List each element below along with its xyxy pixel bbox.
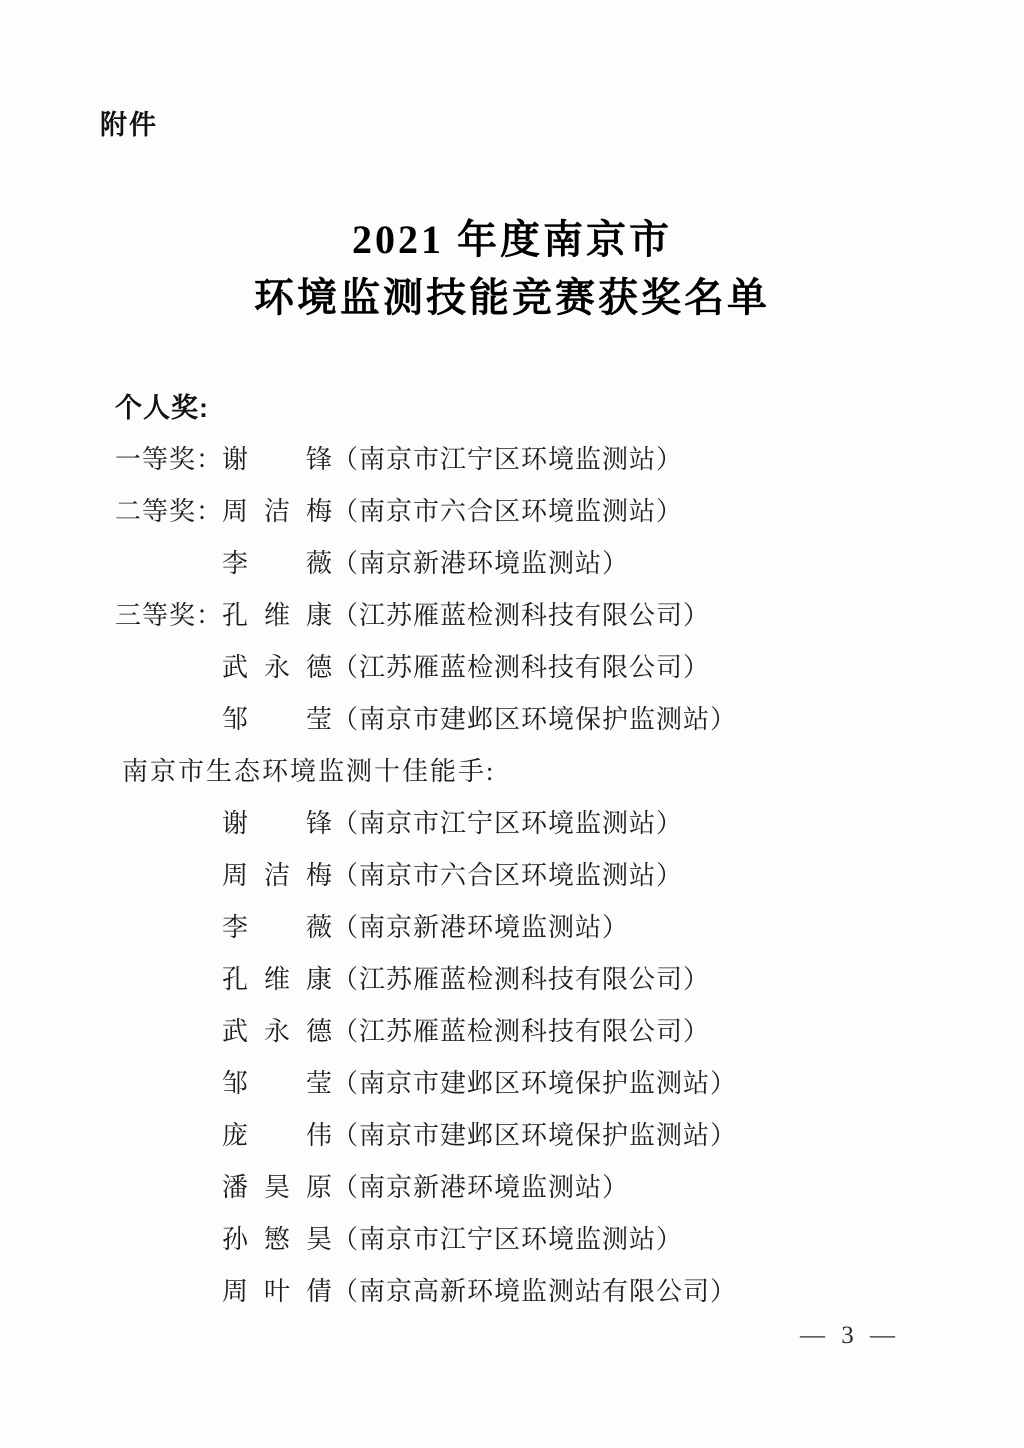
top10-row <box>115 1003 955 1055</box>
winner-org: （南京高新环境监测站有限公司） <box>332 1276 738 1306</box>
award-row <box>115 587 955 639</box>
winner-org: （南京市江宁区环境监测站） <box>332 1224 684 1254</box>
winner-name: 谢 锋 <box>222 444 332 474</box>
winner-org: （南京新港环境监测站） <box>332 1172 630 1202</box>
top10-row <box>115 1263 955 1315</box>
winner-org: （江苏雁蓝检测科技有限公司） <box>332 964 711 994</box>
winner-org: （南京市六合区环境监测站） <box>332 860 684 890</box>
top10-row <box>115 899 955 951</box>
winner-name: 周洁梅 <box>222 860 332 890</box>
section-top10 <box>115 743 955 795</box>
award-row <box>115 483 955 535</box>
winner-org: （南京新港环境监测站） <box>332 548 630 578</box>
winner-org: （江苏雁蓝检测科技有限公司） <box>332 600 711 630</box>
document-title <box>0 211 1024 327</box>
winner-org: （南京市建邺区环境保护监测站） <box>332 1068 738 1098</box>
award-rank-label: 二等奖： <box>115 496 224 526</box>
top10-row <box>115 1055 955 1107</box>
award-row <box>115 691 955 743</box>
top10-row <box>115 847 955 899</box>
winner-org: （南京市建邺区环境保护监测站） <box>332 704 738 734</box>
title-line-1: 2021 年度南京市 <box>352 217 672 262</box>
winner-name: 李 薇 <box>222 912 332 942</box>
top10-row <box>115 1107 955 1159</box>
winner-name: 孔维康 <box>222 600 332 630</box>
winner-name: 孔维康 <box>222 964 332 994</box>
winner-org: （南京新港环境监测站） <box>332 912 630 942</box>
winner-name: 邹 莹 <box>222 704 332 734</box>
top10-row <box>115 1211 955 1263</box>
winner-org: （南京市江宁区环境监测站） <box>332 444 684 474</box>
winner-org: （南京市江宁区环境监测站） <box>332 808 684 838</box>
winner-name: 谢 锋 <box>222 808 332 838</box>
winner-name: 周叶倩 <box>222 1276 332 1306</box>
award-rank-label: 三等奖： <box>115 600 224 630</box>
winner-name: 潘昊原 <box>222 1172 332 1202</box>
award-rank-label: 一等奖： <box>115 444 224 474</box>
winner-org: （南京市建邺区环境保护监测站） <box>332 1120 738 1150</box>
awards-content <box>115 379 955 1315</box>
winner-name: 武永德 <box>222 652 332 682</box>
title-line-2: 环境监测技能竞赛获奖名单 <box>254 275 770 320</box>
winner-name: 孙慜昊 <box>222 1224 332 1254</box>
individual-awards-header: 个人奖: <box>115 392 209 423</box>
attachment-label: 附件 <box>100 110 158 140</box>
winner-name: 周洁梅 <box>222 496 332 526</box>
winner-name: 邹 莹 <box>222 1068 332 1098</box>
winner-name: 武永德 <box>222 1016 332 1046</box>
page-number: — 3 — <box>800 1322 900 1349</box>
award-row <box>115 535 955 587</box>
award-row <box>115 431 955 483</box>
section-individual-awards <box>115 379 955 431</box>
award-row <box>115 639 955 691</box>
top10-row <box>115 951 955 1003</box>
winner-org: （南京市六合区环境监测站） <box>332 496 684 526</box>
winner-org: （江苏雁蓝检测科技有限公司） <box>332 1016 711 1046</box>
winner-name: 李 薇 <box>222 548 332 578</box>
winner-name: 庞 伟 <box>222 1120 332 1150</box>
winner-org: （江苏雁蓝检测科技有限公司） <box>332 652 711 682</box>
top10-row <box>115 1159 955 1211</box>
top10-row <box>115 795 955 847</box>
top10-header: 南京市生态环境监测十佳能手: <box>122 756 496 786</box>
